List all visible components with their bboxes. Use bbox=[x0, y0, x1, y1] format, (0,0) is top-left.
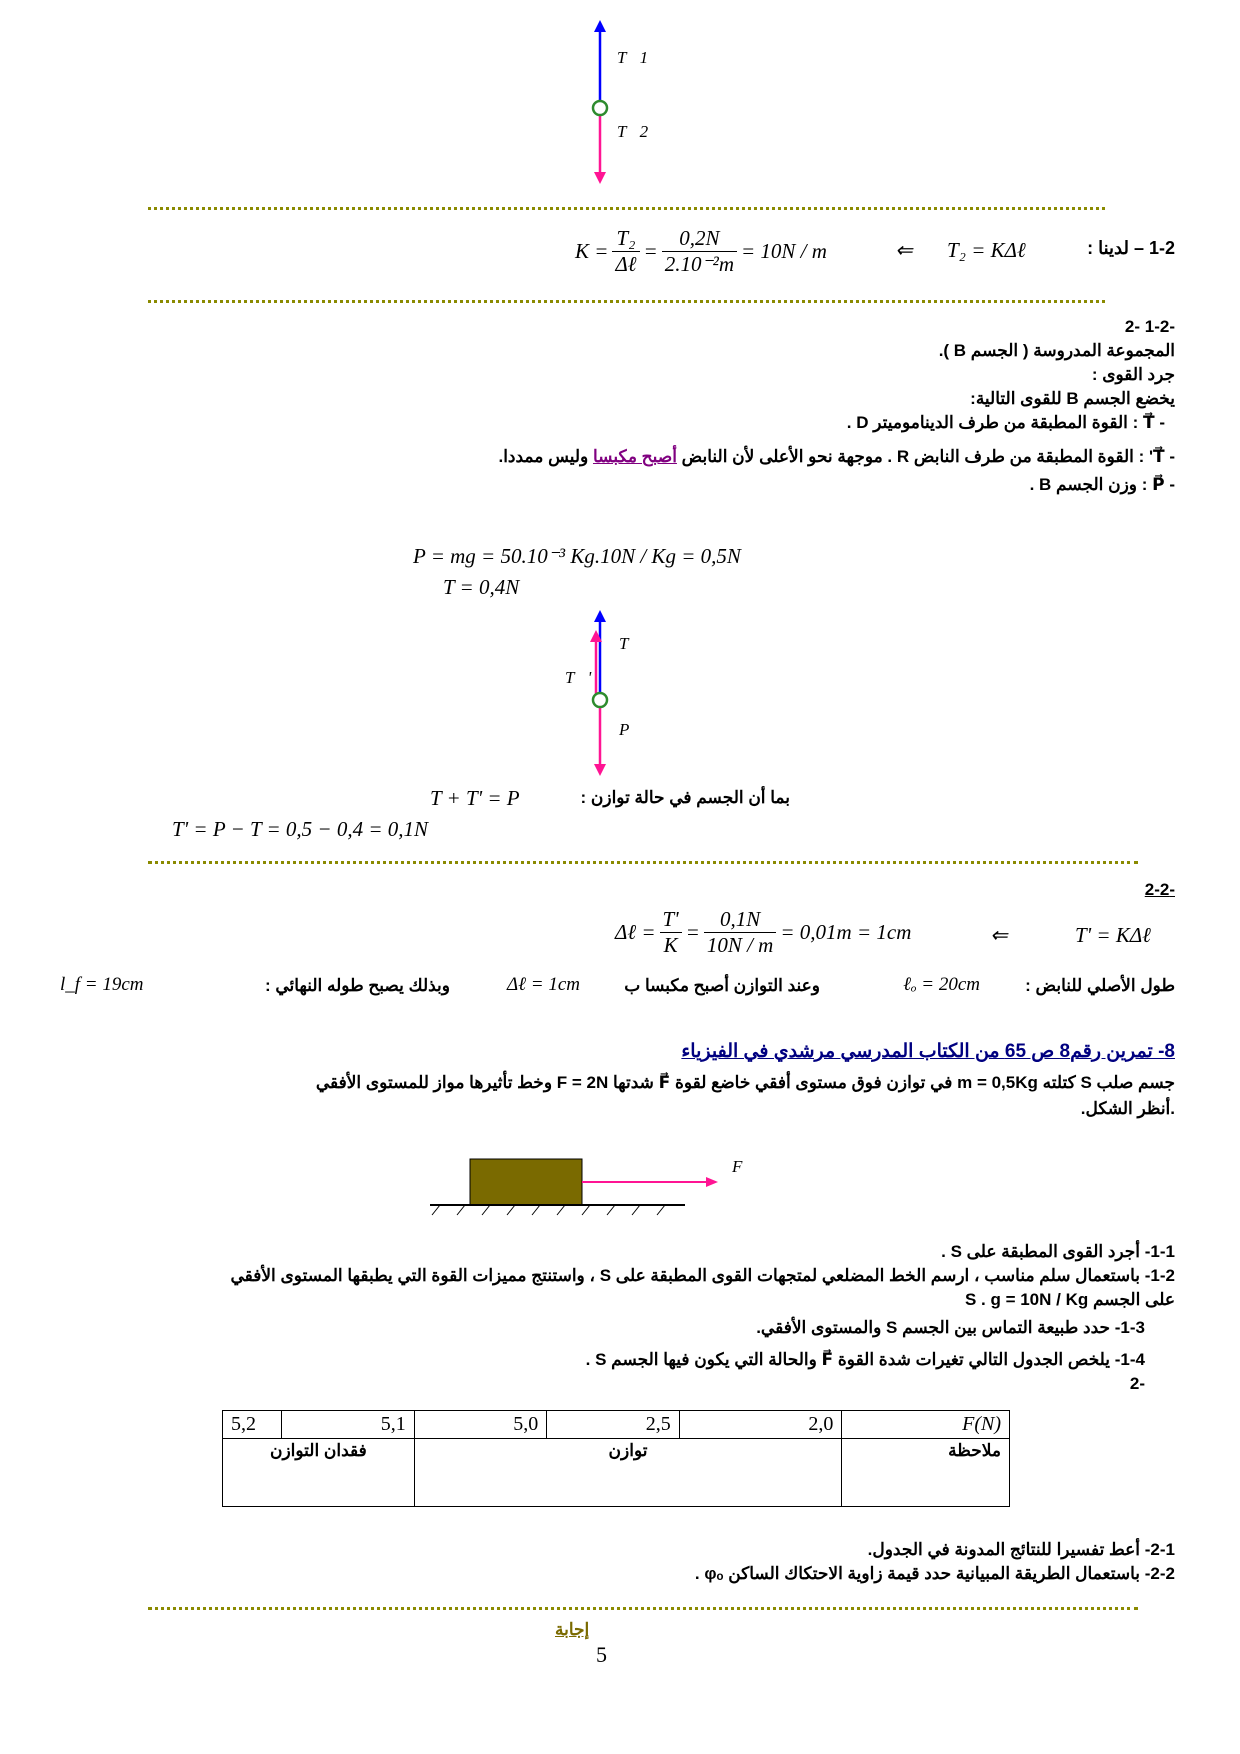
t1-label: T⃗1 bbox=[617, 48, 649, 67]
eq22-f2-den: 10N / m bbox=[706, 933, 774, 957]
eq22-relation: T' = KΔℓ bbox=[1075, 923, 1151, 947]
eq22-formula: Δℓ = $\frac{T'}{K}$ = $\frac{0,1N}{10N / m}$ = 0,01m = 1cm bbox=[615, 907, 912, 957]
system-line: المجموعة المدروسة ( الجسم B ). bbox=[938, 341, 1175, 360]
forces-intro: يخضع الجسم B للقوى التالية: bbox=[970, 389, 1175, 408]
eq21-f1-den: Δℓ bbox=[615, 252, 637, 276]
table-cell: 5,0 bbox=[414, 1411, 547, 1439]
final-length: l_f = 19cm bbox=[60, 974, 144, 995]
eq21-rhs: = 10N / m bbox=[740, 239, 827, 263]
question-1-2b: على الجسم S . g = 10N / Kg bbox=[964, 1290, 1175, 1309]
force-t: - T⃗ : القوة المطبقة من طرف الديناموميتر D . bbox=[846, 413, 1165, 432]
vector-diagram-1 bbox=[555, 18, 665, 188]
table-row bbox=[223, 1439, 1010, 1507]
t-label: T⃗ bbox=[619, 634, 642, 653]
question-1-4: 1-4- يلخص الجدول التالي تغيرات شدة القوة F⃗ والحالة التي يكون فيها الجسم S . bbox=[585, 1350, 1145, 1369]
eq-t: T = 0,4N bbox=[443, 575, 520, 599]
balance-eq: T + T' = P bbox=[430, 786, 520, 810]
spring-length-line bbox=[60, 972, 1175, 1002]
compressed-link[interactable]: أصبح مكبسا bbox=[592, 447, 677, 466]
statement-line-1: جسم صلب S كتلته m = 0,5Kg في توازن فوق مستوى أفقي خاضع لقوة F⃗ شدتها F = 2N وخط تأثيرها مواز للمستوى الأفقي bbox=[315, 1073, 1175, 1092]
eq21-lhs: K = bbox=[575, 239, 609, 263]
compression-label: وعند التوازن أصبح مكبسا ب bbox=[624, 976, 820, 995]
section-2 bbox=[175, 315, 1175, 497]
table-row bbox=[223, 1411, 1010, 1439]
table-cell: ملاحظة bbox=[842, 1439, 1010, 1507]
page-number: 5 bbox=[596, 1642, 607, 1667]
question-1-3: 1-3- حدد طبيعة التماس بين الجسم S والمستوى الأفقي. bbox=[756, 1318, 1145, 1337]
eq21-f2-num: 0,2N bbox=[662, 226, 737, 252]
table-cell: فقدان التوازن bbox=[223, 1439, 415, 1507]
separator bbox=[148, 861, 1138, 864]
f-label: F⃗ bbox=[732, 1157, 756, 1176]
tprime-result: T' = P − T = 0,5 − 0,4 = 0,1N bbox=[172, 817, 429, 841]
eq21-f1-num: T₂ bbox=[612, 226, 639, 252]
eq21-label: 1-2 – لدينا : bbox=[1087, 238, 1175, 258]
force-table bbox=[222, 1410, 1010, 1507]
eq22-f1-num: T' bbox=[660, 907, 682, 933]
question-1-1: 1-1- أجرد القوى المطبقة على S . bbox=[941, 1242, 1175, 1261]
question-1-2: 1-2- باستعمال سلم مناسب ، ارسم الخط المضلعي لمتجهات القوى المطبقة على S ، واستنتج مميزات القوة التي يطبقها المستوى الأفقي bbox=[230, 1266, 1175, 1285]
eq21-relation: T₂ = KΔℓ bbox=[947, 238, 1026, 262]
table-cell: 2,0 bbox=[679, 1411, 842, 1439]
final-length-label: وبذلك يصبح طوله النهائي : bbox=[264, 976, 450, 995]
eq21-formula: K = T₂ Δℓ = $\frac{0,2N}{\text{2.10⁻²m}}$ = 10N / m bbox=[575, 226, 827, 276]
table-cell: 5,2 bbox=[223, 1411, 282, 1439]
figure-block-on-plane bbox=[420, 1155, 770, 1235]
eq22-f2-num: 0,1N bbox=[704, 907, 777, 933]
section-2-heading: -1-2 -2 bbox=[1124, 317, 1175, 336]
section-2-2-heading: -2-2 bbox=[1144, 880, 1175, 899]
exercise-8-title: 8- تمرين رقم8 ص 65 من الكتاب المدرسي مرشدي في الفيزياء bbox=[681, 1041, 1175, 1062]
question-2-1: 2-1- أعط تفسيرا للنتائج المدونة في الجدول. bbox=[867, 1540, 1175, 1559]
forces-heading: جرد القوى : bbox=[1091, 365, 1175, 384]
p-label: P⃗ bbox=[619, 720, 643, 739]
question-2: -2 bbox=[1129, 1374, 1145, 1393]
eq22-f1-den: K bbox=[663, 933, 678, 957]
original-length-label: طول الأصلي للنابض : bbox=[1025, 976, 1175, 995]
exercise-8-questions-2 bbox=[65, 1538, 1175, 1586]
original-length: ℓₒ = 20cm bbox=[903, 974, 980, 995]
eq21-f2-den: 2.10⁻²m bbox=[664, 252, 734, 276]
force-p: - P⃗ : وزن الجسم B . bbox=[1029, 475, 1175, 494]
statement-line-2: .أنظر الشكل. bbox=[1080, 1099, 1175, 1118]
eq21-arrow: ⇐ bbox=[895, 238, 913, 262]
exercise-8-statement bbox=[65, 1070, 1175, 1122]
force-tprime: - T⃗' : القوة المطبقة من طرف النابض R . موجهة نحو الأعلى لأن النابض أصبح مكبسا وليس ممددا. bbox=[498, 447, 1175, 466]
equation-2-1 bbox=[575, 222, 1175, 282]
separator bbox=[148, 300, 1105, 303]
eq-weight: P = mg = 50.10⁻³ Kg.10N / Kg = 0,5N bbox=[413, 544, 741, 568]
exercise-8-questions bbox=[65, 1240, 1175, 1396]
table-cell: توازن bbox=[414, 1439, 842, 1507]
eq22-lhs: Δℓ = bbox=[615, 920, 656, 944]
balance-text: بما أن الجسم في حالة توازن : bbox=[580, 788, 790, 807]
table-cell: 5,1 bbox=[282, 1411, 415, 1439]
compression: Δℓ = 1cm bbox=[506, 974, 580, 995]
eq22-arrow: ⇐ bbox=[990, 923, 1008, 947]
vector-diagram-2 bbox=[555, 608, 665, 780]
eq22-rhs: = 0,01m = 1cm bbox=[780, 920, 912, 944]
figure-forces-b bbox=[555, 608, 665, 780]
separator bbox=[148, 1607, 1138, 1610]
question-2-2: 2-2- باستعمال الطريقة المبيانية حدد قيمة زاوية الاحتكاك الساكن φₒ . bbox=[694, 1564, 1175, 1583]
t2-label: T⃗2 bbox=[617, 122, 649, 141]
figure-tension-vectors bbox=[555, 18, 665, 188]
equilibrium-condition bbox=[430, 786, 790, 816]
answer-heading: إجابة bbox=[555, 1620, 590, 1639]
tprime-label: T⃗' bbox=[565, 668, 592, 687]
table-cell: 2,5 bbox=[547, 1411, 680, 1439]
separator bbox=[148, 207, 1105, 210]
block-diagram bbox=[420, 1155, 770, 1235]
table-header-cell: F(N) bbox=[842, 1411, 1010, 1439]
equation-2-2 bbox=[615, 905, 1175, 965]
